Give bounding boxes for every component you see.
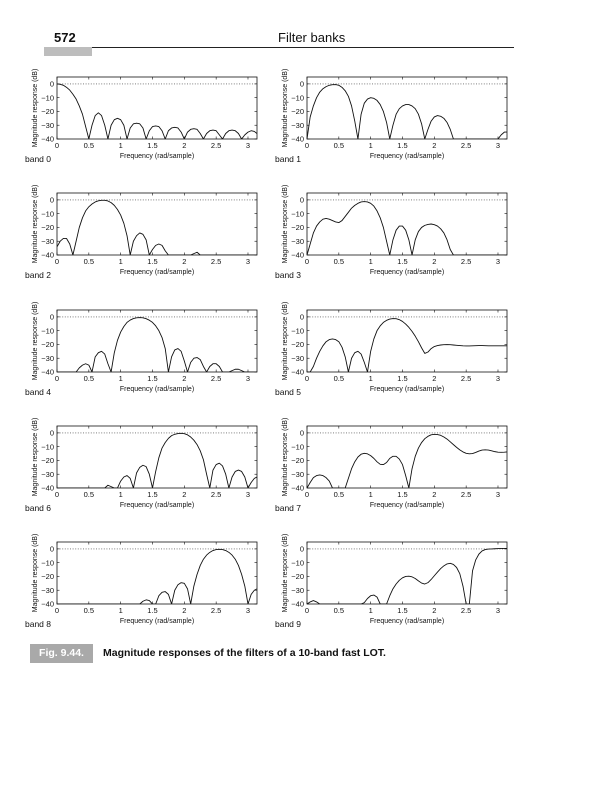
band-label: band 0: [25, 154, 51, 164]
y-tick-label: −30: [41, 236, 54, 246]
panel-8: [25, 534, 257, 629]
y-tick-label: −40: [41, 250, 54, 260]
x-tick-label: 0.5: [333, 257, 345, 266]
y-tick-label: −10: [41, 209, 54, 219]
x-tick-label: 0.5: [333, 490, 345, 499]
panel-1: [275, 69, 507, 164]
panel-0: [25, 69, 257, 164]
x-tick-label: 2.5: [460, 490, 472, 499]
x-tick-label: 3: [245, 141, 251, 150]
x-tick-label: 0.5: [83, 490, 95, 499]
y-tick-label: −10: [41, 442, 54, 452]
x-tick-label: 2.5: [460, 141, 472, 150]
y-tick-label: −10: [291, 442, 304, 452]
x-tick-label: 0.5: [83, 606, 95, 615]
panel-7: [275, 418, 507, 513]
x-tick-label: 2.5: [210, 606, 222, 615]
y-tick-label: −20: [41, 572, 54, 582]
y-tick-label: −30: [41, 469, 54, 479]
x-tick-label: 1: [118, 141, 123, 150]
response-curve: [307, 434, 507, 488]
x-tick-label: 1.5: [147, 257, 158, 266]
x-tick-label: 2: [182, 490, 187, 499]
band-label: band 7: [275, 503, 301, 513]
x-tick-label: 0.5: [333, 141, 345, 150]
y-tick-label: −30: [291, 236, 304, 246]
x-tick-label: 0: [54, 374, 60, 383]
x-tick-label: 2.5: [210, 141, 222, 150]
y-tick-label: 0: [299, 79, 304, 89]
x-tick-label: 3: [495, 141, 501, 150]
panel-5: [275, 302, 507, 397]
x-tick-label: 0.5: [333, 606, 345, 615]
y-tick-label: 0: [49, 428, 54, 438]
x-tick-label: 2: [432, 374, 437, 383]
x-tick-label: 0: [54, 257, 60, 266]
y-tick-label: −40: [41, 367, 54, 377]
x-tick-label: 0.5: [83, 257, 95, 266]
x-tick-label: 2: [182, 141, 187, 150]
y-tick-label: 0: [49, 312, 54, 322]
x-tick-label: 1: [368, 374, 373, 383]
x-axis-label: Frequency (rad/sample): [369, 618, 445, 625]
x-axis-label: Frequency (rad/sample): [369, 269, 445, 276]
y-tick-label: −10: [291, 93, 304, 103]
band-label: band 6: [25, 503, 51, 513]
y-tick-label: −30: [291, 469, 304, 479]
y-tick-label: −20: [291, 340, 304, 350]
y-tick-label: −40: [291, 483, 304, 493]
y-tick-label: −20: [291, 107, 304, 117]
x-tick-label: 3: [245, 374, 251, 383]
band-label: band 4: [25, 387, 51, 397]
x-tick-label: 2.5: [460, 374, 472, 383]
x-axis-label: Frequency (rad/sample): [119, 502, 195, 509]
x-tick-label: 2: [182, 606, 187, 615]
y-tick-label: −20: [41, 223, 54, 233]
x-tick-label: 1: [368, 490, 373, 499]
x-axis-label: Frequency (rad/sample): [119, 386, 195, 393]
x-tick-label: 0.5: [83, 374, 95, 383]
x-tick-label: 0.5: [83, 141, 95, 150]
x-tick-label: 1: [118, 490, 123, 499]
y-tick-label: −20: [291, 456, 304, 466]
x-tick-label: 1: [118, 257, 123, 266]
x-tick-label: 2: [432, 606, 437, 615]
panel-frame: [307, 542, 507, 604]
x-tick-label: 2: [182, 374, 187, 383]
x-tick-label: 2.5: [460, 257, 472, 266]
y-tick-label: −10: [291, 326, 304, 336]
y-tick-label: −30: [291, 585, 304, 595]
x-tick-label: 3: [245, 257, 251, 266]
x-tick-label: 1.5: [397, 257, 408, 266]
y-axis-label: Magnitude response (dB): [282, 533, 289, 613]
x-tick-label: 0: [304, 141, 310, 150]
band-label: band 8: [25, 619, 51, 629]
x-tick-label: 3: [245, 490, 251, 499]
y-tick-label: −10: [41, 326, 54, 336]
panel-frame: [307, 77, 507, 139]
x-tick-label: 1.5: [397, 490, 408, 499]
x-axis-label: Frequency (rad/sample): [369, 502, 445, 509]
y-axis-label: Magnitude response (dB): [32, 184, 39, 264]
x-tick-label: 0: [304, 606, 310, 615]
y-tick-label: −30: [291, 120, 304, 130]
response-curve: [307, 319, 507, 372]
x-tick-label: 1.5: [147, 141, 158, 150]
x-tick-label: 1: [368, 141, 373, 150]
x-axis-label: Frequency (rad/sample): [119, 618, 195, 625]
y-tick-label: −40: [41, 134, 54, 144]
x-tick-label: 0: [304, 490, 310, 499]
y-axis-label: Magnitude response (dB): [282, 184, 289, 264]
x-tick-label: 3: [495, 374, 501, 383]
band-label: band 5: [275, 387, 301, 397]
x-tick-label: 2: [432, 141, 437, 150]
panel-frame: [57, 77, 257, 139]
x-tick-label: 2.5: [210, 490, 222, 499]
panel-frame: [307, 193, 507, 255]
y-tick-label: 0: [49, 195, 54, 205]
x-tick-label: 0: [54, 606, 60, 615]
y-tick-label: −40: [291, 367, 304, 377]
response-curve: [307, 85, 507, 139]
response-curve: [57, 318, 257, 372]
y-tick-label: −40: [41, 483, 54, 493]
y-tick-label: 0: [49, 79, 54, 89]
x-tick-label: 0: [304, 257, 310, 266]
y-axis-label: Magnitude response (dB): [282, 301, 289, 381]
page-number: 572: [54, 30, 76, 45]
response-curve: [57, 433, 257, 488]
y-tick-label: −30: [291, 353, 304, 363]
x-tick-label: 3: [495, 490, 501, 499]
x-tick-label: 1.5: [147, 374, 158, 383]
y-tick-label: −10: [41, 558, 54, 568]
response-curve: [307, 548, 507, 604]
response-curve: [307, 202, 507, 255]
x-tick-label: 1: [118, 374, 123, 383]
x-tick-label: 1: [368, 257, 373, 266]
y-axis-label: Magnitude response (dB): [32, 301, 39, 381]
x-axis-label: Frequency (rad/sample): [119, 153, 195, 160]
panel-4: [25, 302, 257, 397]
panel-frame: [57, 310, 257, 372]
x-tick-label: 1.5: [147, 606, 158, 615]
y-tick-label: 0: [49, 544, 54, 554]
x-tick-label: 1: [368, 606, 373, 615]
y-axis-label: Magnitude response (dB): [282, 68, 289, 148]
y-tick-label: −40: [291, 599, 304, 609]
band-label: band 2: [25, 270, 51, 280]
y-tick-label: −20: [291, 572, 304, 582]
x-tick-label: 2: [432, 257, 437, 266]
panel-frame: [307, 426, 507, 488]
panel-3: [275, 185, 507, 280]
y-tick-label: −30: [41, 353, 54, 363]
band-label: band 9: [275, 619, 301, 629]
y-axis-label: Magnitude response (dB): [32, 68, 39, 148]
x-axis-label: Frequency (rad/sample): [369, 386, 445, 393]
band-label: band 1: [275, 154, 301, 164]
x-tick-label: 1.5: [397, 606, 408, 615]
panel-6: [25, 418, 257, 513]
x-tick-label: 3: [495, 606, 501, 615]
y-tick-label: −10: [41, 93, 54, 103]
x-tick-label: 1: [118, 606, 123, 615]
x-tick-label: 2: [432, 490, 437, 499]
y-tick-label: −20: [41, 456, 54, 466]
x-tick-label: 2.5: [210, 257, 222, 266]
x-axis-label: Frequency (rad/sample): [119, 269, 195, 276]
x-tick-label: 0.5: [333, 374, 345, 383]
response-curve: [57, 84, 257, 139]
y-tick-label: −10: [291, 558, 304, 568]
y-tick-label: 0: [299, 195, 304, 205]
x-axis-label: Frequency (rad/sample): [369, 153, 445, 160]
x-tick-label: 0: [304, 374, 310, 383]
y-axis-label: Magnitude response (dB): [32, 533, 39, 613]
response-curve: [57, 200, 257, 255]
x-tick-label: 3: [245, 606, 251, 615]
x-tick-label: 3: [495, 257, 501, 266]
x-tick-label: 2: [182, 257, 187, 266]
running-title: Filter banks: [278, 30, 346, 45]
y-tick-label: −40: [291, 250, 304, 260]
band-label: band 3: [275, 270, 301, 280]
y-tick-label: −30: [41, 120, 54, 130]
y-tick-label: −10: [291, 209, 304, 219]
x-tick-label: 2.5: [460, 606, 472, 615]
y-tick-label: −40: [291, 134, 304, 144]
x-tick-label: 1.5: [397, 141, 408, 150]
panel-frame: [57, 193, 257, 255]
y-tick-label: −40: [41, 599, 54, 609]
panel-9: [275, 534, 507, 629]
panel-2: [25, 185, 257, 280]
y-tick-label: −20: [291, 223, 304, 233]
y-tick-label: 0: [299, 428, 304, 438]
y-tick-label: 0: [299, 312, 304, 322]
y-tick-label: 0: [299, 544, 304, 554]
y-axis-label: Magnitude response (dB): [32, 417, 39, 497]
y-axis-label: Magnitude response (dB): [282, 417, 289, 497]
x-tick-label: 1.5: [147, 490, 158, 499]
x-tick-label: 0: [54, 490, 60, 499]
figure-label: Fig. 9.44.: [30, 644, 93, 663]
y-tick-label: −20: [41, 340, 54, 350]
y-tick-label: −30: [41, 585, 54, 595]
x-tick-label: 1.5: [397, 374, 408, 383]
figure-caption: Magnitude responses of the filters of a 10-band fast LOT.: [103, 647, 386, 659]
x-tick-label: 2.5: [210, 374, 222, 383]
response-curve: [57, 549, 257, 604]
x-tick-label: 0: [54, 141, 60, 150]
y-tick-label: −20: [41, 107, 54, 117]
